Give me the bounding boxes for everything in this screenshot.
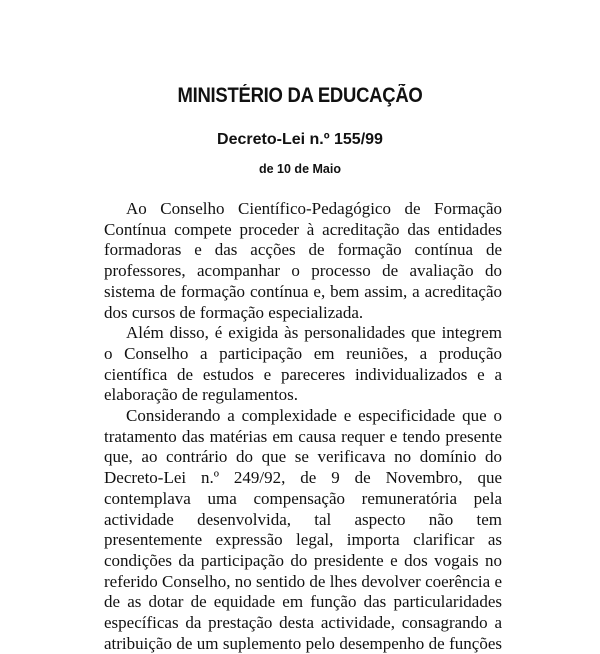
paragraph-2: Além disso, é exigida às personalidades que integrem o Conselho a participação em reuniões, a produção científica de estudos e pareceres individualizados e a elaboração de regulamentos. — [104, 323, 502, 405]
paragraph-3: Considerando a complexidade e especificidade que o tratamento das matérias em causa requer e tendo presente que, ao contrário do que se verificava no domínio do Decreto-Lei n.º 249/92, de 9 de Novembro, que contemplava uma compensação remuneratória pela actividade desenvolvida, tal aspecto não tem presentemente expressão legal, importa clarificar as condições da participação do presidente e dos vogais no referido Conselho, no sentido de lhes devolver coerência e de as dotar de equidade em função das particularidades específicas da prestação desta actividade, consagrando a atribuição de um suplemento pelo desempenho de funções — [104, 406, 502, 653]
decree-date: de 10 de Maio — [259, 162, 341, 176]
document-body — [104, 199, 502, 654]
ministry-title: MINISTÉRIO DA EDUCAÇÃO — [177, 84, 423, 107]
paragraph-1: Ao Conselho Científico-Pedagógico de Formação Contínua compete proceder à acreditação das entidades formadoras e das acções de formação contínua de professores, acompanhar o processo de avaliação do sistema de formação contínua e, bem assim, a acreditação dos cursos de formação especializada. — [104, 199, 502, 322]
decree-title: Decreto-Lei n.º 155/99 — [217, 131, 383, 148]
